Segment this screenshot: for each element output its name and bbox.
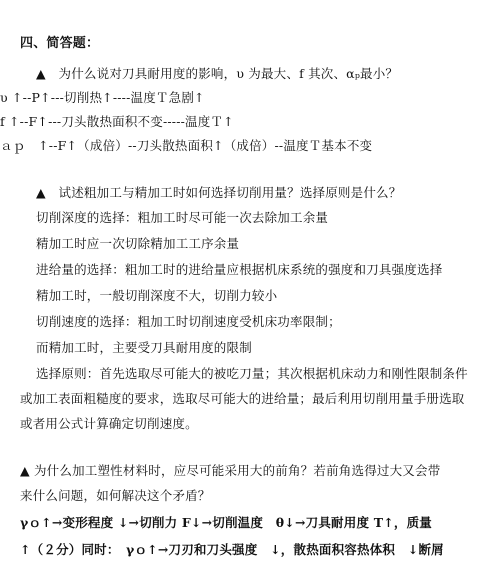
q3-question-line-2: 来什么问题，如何解决这个矛盾？ xyxy=(20,488,211,503)
q2-line-6: 而精加工时，主要受刀具耐用度的限制 xyxy=(36,340,252,355)
q2-line-3: 进给量的选择：粗加工时的进给量应根据机床系统的强度和刀具强度选择 xyxy=(36,262,443,277)
q1-question: ▲ 为什么说对刀具耐用度的影响，υ 为最大、f 其次、αₚ最小？ xyxy=(36,66,399,81)
q2-line-4: 精加工时，一般切削深度不大，切削力较小 xyxy=(36,288,278,303)
q1-line-1: υ ↑--P↑---切削热↑----温度Ｔ急剧↑ xyxy=(0,90,205,105)
q2-line-8: 或加工表面粗糙度的要求，选取尽可能大的进给量；最后利用切削用量手册选取 xyxy=(20,391,465,406)
q2-line-2: 精加工时应一次切除精加工工序余量 xyxy=(36,236,240,251)
q2-line-1: 切削深度的选择：粗加工时尽可能一次去除加工余量 xyxy=(36,210,329,225)
q3-question-line-1: ▲ 为什么加工塑性材料时，应尽可能采用大的前角？若前角选得过大又会带 xyxy=(20,463,441,478)
q2-line-7: 选择原则：首先选取尽可能大的被吃刀量；其次根据机床动力和刚性限制条件 xyxy=(36,366,468,381)
q2-line-5: 切削速度的选择：粗加工时切削速度受机床功率限制； xyxy=(36,314,341,329)
q2-question: ▲ 试述粗加工与精加工时如何选择切削用量？选择原则是什么？ xyxy=(36,185,402,200)
q3-answer-line-1: γｏ↑→变形程度 ↓→切削力 F↓→切削温度 θ↓→刀具耐用度 T↑，质量 xyxy=(20,515,432,530)
q3-answer-line-2: ↑（２分）同时： γｏ↑→刀刃和刀头强度 ↓，散热面积容热体积 ↓断屑 xyxy=(20,542,444,557)
q1-line-2: f ↑--F↑---刀头散热面积不变-----温度Ｔ↑ xyxy=(0,114,234,129)
q2-line-9: 或者用公式计算确定切削速度。 xyxy=(20,416,198,431)
q1-line-3: ａｐ ↑--F↑（成倍）--刀头散热面积↑（成倍）--温度Ｔ基本不变 xyxy=(0,138,373,153)
section-title: 四、简答题： xyxy=(20,36,100,51)
